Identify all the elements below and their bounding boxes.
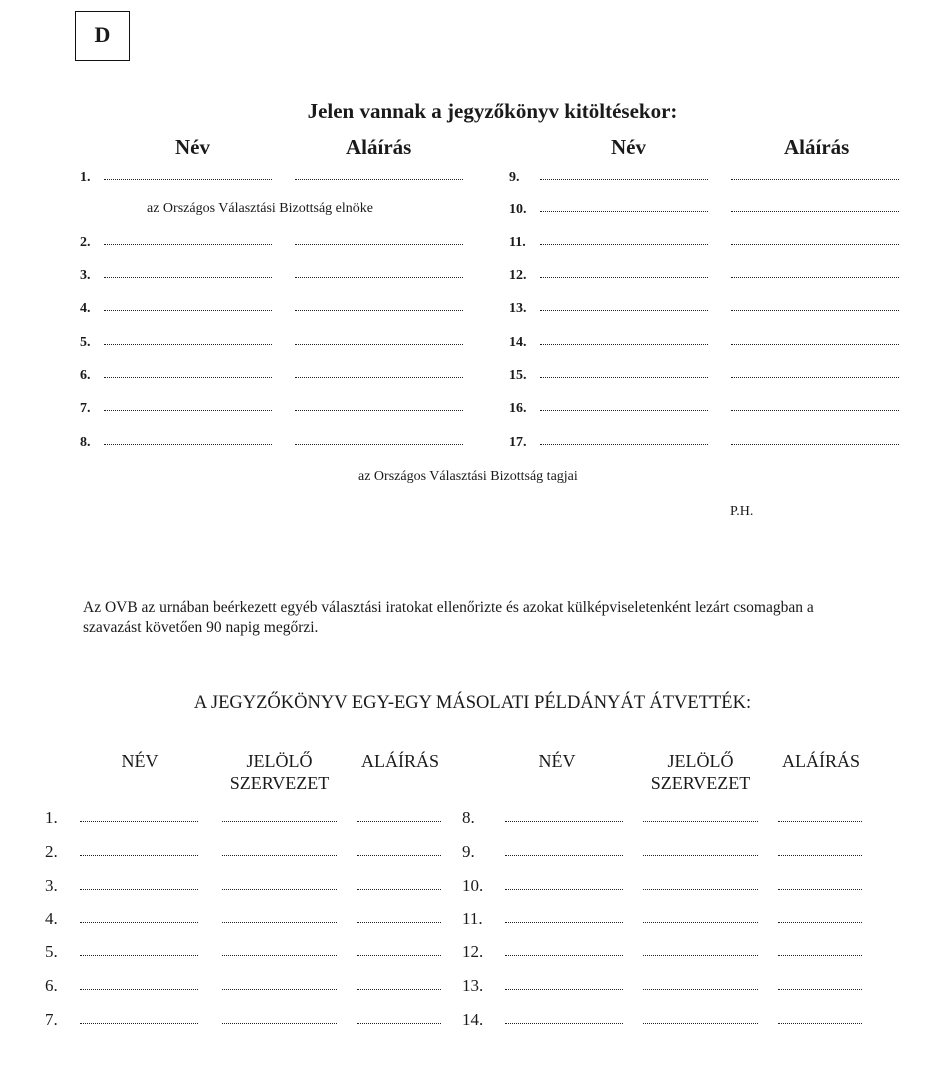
name-dotted-line[interactable]: [80, 889, 198, 890]
copies-left-signature-header: ALÁÍRÁS: [360, 751, 439, 771]
signature-dotted-line[interactable]: [357, 955, 441, 956]
row-number: 7.: [45, 1010, 58, 1029]
org-header-line2: SZERVEZET: [650, 773, 751, 793]
row-number: 2.: [80, 235, 91, 250]
row-number: 8.: [80, 435, 91, 450]
signature-dotted-line[interactable]: [778, 989, 862, 990]
organization-dotted-line[interactable]: [643, 989, 758, 990]
name-dotted-line[interactable]: [104, 277, 272, 278]
name-dotted-line[interactable]: [505, 922, 623, 923]
signature-dotted-line[interactable]: [295, 277, 463, 278]
row-number: 5.: [80, 335, 91, 350]
organization-dotted-line[interactable]: [222, 1023, 337, 1024]
name-dotted-line[interactable]: [80, 955, 198, 956]
organization-dotted-line[interactable]: [643, 1023, 758, 1024]
name-dotted-line[interactable]: [505, 889, 623, 890]
row-number: 1.: [80, 170, 91, 185]
row-number: 17.: [509, 435, 527, 450]
organization-dotted-line[interactable]: [222, 955, 337, 956]
signature-dotted-line[interactable]: [778, 821, 862, 822]
organization-dotted-line[interactable]: [643, 889, 758, 890]
row-number: 12.: [509, 268, 527, 283]
name-dotted-line[interactable]: [540, 377, 708, 378]
organization-dotted-line[interactable]: [222, 989, 337, 990]
org-header-line1: JELÖLŐ: [246, 751, 313, 771]
organization-dotted-line[interactable]: [643, 855, 758, 856]
name-dotted-line[interactable]: [80, 989, 198, 990]
row-number: 6.: [45, 976, 58, 995]
name-dotted-line[interactable]: [80, 1023, 198, 1024]
row-number: 15.: [509, 368, 527, 383]
attendance-title: Jelen vannak a jegyzőkönyv kitöltésekor:: [307, 99, 678, 123]
left-signature-header: Aláírás: [346, 135, 412, 159]
organization-dotted-line[interactable]: [222, 889, 337, 890]
name-dotted-line[interactable]: [540, 244, 708, 245]
copies-right-signature-header: ALÁÍRÁS: [781, 751, 860, 771]
signature-dotted-line[interactable]: [731, 410, 899, 411]
name-dotted-line[interactable]: [80, 922, 198, 923]
row-number: 3.: [45, 876, 58, 895]
row-number: 7.: [80, 401, 91, 416]
name-dotted-line[interactable]: [540, 444, 708, 445]
organization-dotted-line[interactable]: [643, 922, 758, 923]
signature-dotted-line[interactable]: [731, 310, 899, 311]
signature-dotted-line[interactable]: [357, 821, 441, 822]
row-number: 9.: [509, 170, 520, 185]
name-dotted-line[interactable]: [80, 855, 198, 856]
name-dotted-line[interactable]: [104, 377, 272, 378]
name-dotted-line[interactable]: [104, 410, 272, 411]
name-dotted-line[interactable]: [104, 344, 272, 345]
signature-dotted-line[interactable]: [295, 310, 463, 311]
row-number: 14.: [462, 1010, 484, 1029]
signature-dotted-line[interactable]: [295, 179, 463, 180]
name-dotted-line[interactable]: [540, 344, 708, 345]
row-number: 9.: [462, 842, 475, 861]
name-dotted-line[interactable]: [505, 1023, 623, 1024]
org-header-line1: JELÖLŐ: [667, 751, 734, 771]
name-dotted-line[interactable]: [104, 310, 272, 311]
statement-paragraph: Az OVB az urnában beérkezett egyéb választási iratokat ellenőrizte és azokat külképviseletenként lezárt csomagban a szavazást követően 90 napig megőrzi.: [83, 599, 814, 636]
name-dotted-line[interactable]: [540, 277, 708, 278]
name-dotted-line[interactable]: [540, 310, 708, 311]
signature-dotted-line[interactable]: [731, 211, 899, 212]
name-dotted-line[interactable]: [540, 211, 708, 212]
row-number: 5.: [45, 942, 58, 961]
name-dotted-line[interactable]: [104, 244, 272, 245]
signature-dotted-line[interactable]: [295, 244, 463, 245]
signature-dotted-line[interactable]: [778, 955, 862, 956]
copies-left-org-header: [222, 750, 337, 794]
row-number: 8.: [462, 808, 475, 827]
left-name-header: Név: [175, 135, 210, 159]
organization-dotted-line[interactable]: [643, 955, 758, 956]
signature-dotted-line[interactable]: [295, 344, 463, 345]
signature-dotted-line[interactable]: [295, 444, 463, 445]
copies-right-org-header: [643, 750, 758, 794]
signature-dotted-line[interactable]: [357, 922, 441, 923]
signature-dotted-line[interactable]: [778, 1023, 862, 1024]
signature-dotted-line[interactable]: [731, 244, 899, 245]
org-header-line2: SZERVEZET: [229, 773, 330, 793]
name-dotted-line[interactable]: [505, 855, 623, 856]
signature-dotted-line[interactable]: [357, 1023, 441, 1024]
row-number: 4.: [80, 301, 91, 316]
row-number: 2.: [45, 842, 58, 861]
form-letter-box: D: [75, 11, 130, 61]
signature-dotted-line[interactable]: [731, 277, 899, 278]
signature-dotted-line[interactable]: [778, 889, 862, 890]
copies-left-name-header: NÉV: [121, 751, 159, 771]
signature-dotted-line[interactable]: [778, 922, 862, 923]
stamp-placeholder: P.H.: [730, 504, 754, 519]
name-dotted-line[interactable]: [505, 989, 623, 990]
organization-dotted-line[interactable]: [222, 922, 337, 923]
row-number: 14.: [509, 335, 527, 350]
row-number: 13.: [462, 976, 484, 995]
name-dotted-line[interactable]: [104, 179, 272, 180]
row-number: 11.: [462, 909, 483, 928]
row-number: 10.: [462, 876, 484, 895]
right-name-header: Név: [611, 135, 646, 159]
signature-dotted-line[interactable]: [295, 377, 463, 378]
row-number: 1.: [45, 808, 58, 827]
name-dotted-line[interactable]: [80, 821, 198, 822]
signature-dotted-line[interactable]: [295, 410, 463, 411]
chair-caption: az Országos Választási Bizottság elnöke: [147, 201, 374, 216]
copies-title: A JEGYZŐKÖNYV EGY-EGY MÁSOLATI PÉLDÁNYÁT ÁTVETTÉK:: [193, 693, 752, 713]
signature-dotted-line[interactable]: [778, 855, 862, 856]
row-number: 3.: [80, 268, 91, 283]
signature-dotted-line[interactable]: [357, 855, 441, 856]
name-dotted-line[interactable]: [104, 444, 272, 445]
name-dotted-line[interactable]: [505, 955, 623, 956]
signature-dotted-line[interactable]: [731, 377, 899, 378]
signature-dotted-line[interactable]: [731, 179, 899, 180]
copies-right-name-header: NÉV: [538, 751, 576, 771]
signature-dotted-line[interactable]: [357, 889, 441, 890]
organization-dotted-line[interactable]: [643, 821, 758, 822]
row-number: 4.: [45, 909, 58, 928]
members-caption: az Országos Választási Bizottság tagjai: [358, 469, 578, 484]
row-number: 6.: [80, 368, 91, 383]
row-number: 12.: [462, 942, 484, 961]
name-dotted-line[interactable]: [540, 179, 708, 180]
signature-dotted-line[interactable]: [731, 344, 899, 345]
row-number: 13.: [509, 301, 527, 316]
signature-dotted-line[interactable]: [357, 989, 441, 990]
row-number: 16.: [509, 401, 527, 416]
row-number: 11.: [509, 235, 526, 250]
row-number: 10.: [509, 202, 527, 217]
organization-dotted-line[interactable]: [222, 821, 337, 822]
signature-dotted-line[interactable]: [731, 444, 899, 445]
organization-dotted-line[interactable]: [222, 855, 337, 856]
name-dotted-line[interactable]: [540, 410, 708, 411]
name-dotted-line[interactable]: [505, 821, 623, 822]
right-signature-header: Aláírás: [784, 135, 850, 159]
